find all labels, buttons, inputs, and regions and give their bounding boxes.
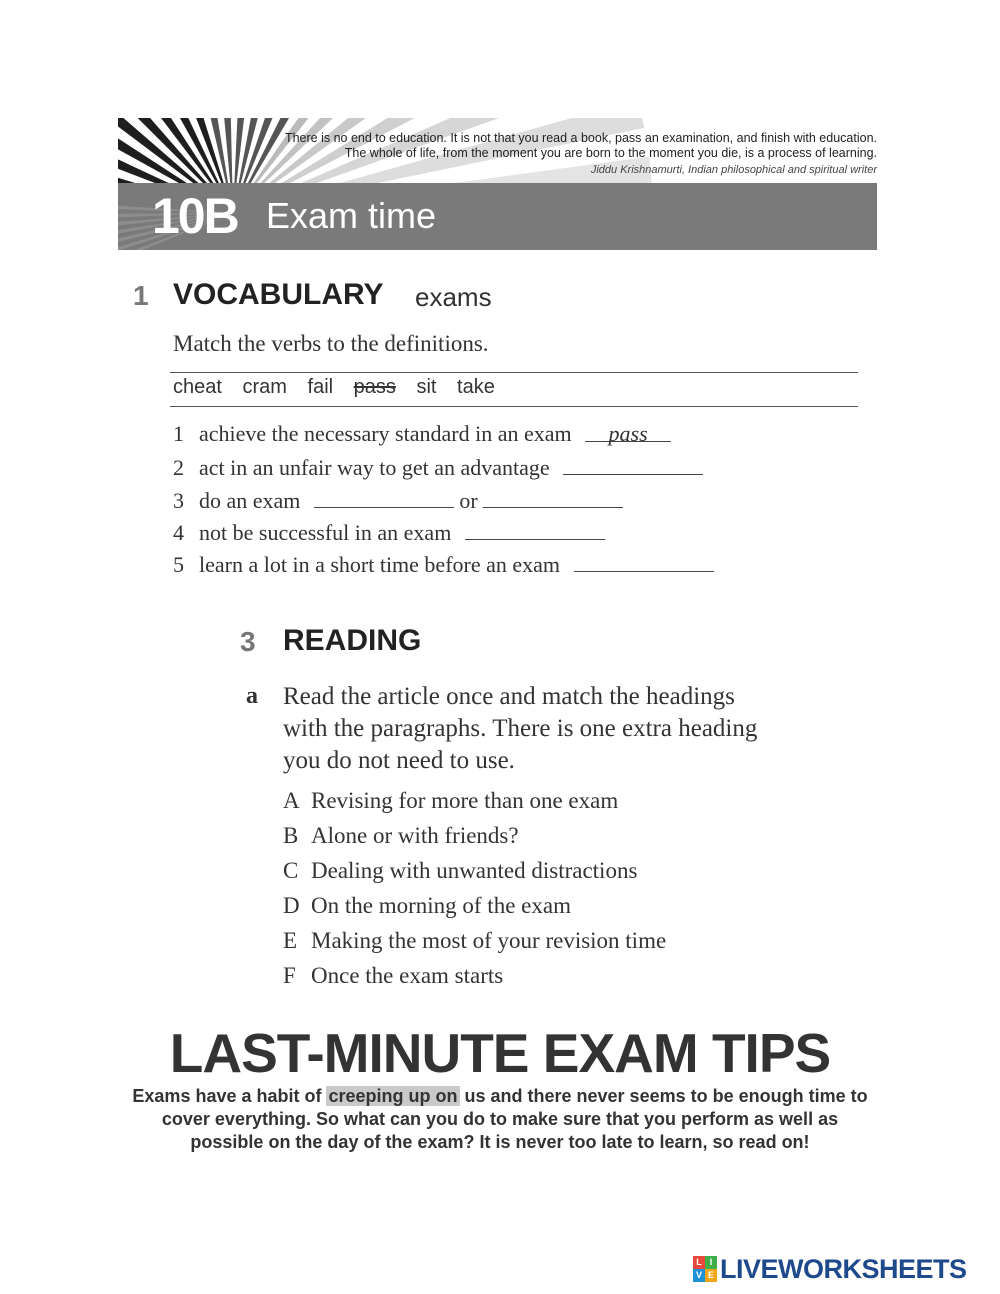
heading-text: Alone or with friends? (311, 823, 519, 848)
heading-option (283, 963, 503, 989)
word-option: fail (307, 376, 334, 398)
heading-option (283, 788, 618, 814)
item-text: do an exam (199, 488, 301, 513)
section-title: READING (283, 624, 422, 657)
quote-line: There is no end to education. It is not that you read a book, pass an examination, and finish with education. (284, 131, 877, 145)
divider (170, 406, 858, 407)
item-number: 2 (173, 455, 184, 480)
item-text: act in an unfair way to get an advantage (199, 455, 550, 480)
heading-text: Making the most of your revision time (311, 928, 667, 953)
exercise-item (173, 487, 623, 514)
section-title: VOCABULARY (173, 278, 384, 311)
heading-option (283, 823, 519, 849)
word-option: cheat (173, 376, 222, 398)
item-text: achieve the necessary standard in an exam (199, 421, 572, 446)
section-number: 1 (133, 280, 149, 311)
exercise-item (173, 421, 671, 447)
answer-blank[interactable] (314, 487, 454, 508)
highlighted-phrase[interactable]: creeping up on (328, 1086, 458, 1106)
exercise-item (173, 551, 714, 578)
heading-text: Revising for more than one exam (311, 788, 619, 813)
liveworksheets-logo[interactable] (693, 1252, 967, 1286)
word-option: cram (242, 376, 287, 398)
item-text: not be successful in an exam (199, 520, 452, 545)
quote-line: The whole of life, from the moment you are born to the moment you die, is a process of learning. (344, 146, 877, 160)
section-subtitle: exams (415, 282, 492, 312)
logo-letter: V (693, 1269, 705, 1282)
exercise-item (173, 454, 703, 481)
instruction-text: Match the verbs to the definitions. (173, 331, 489, 356)
intro-text: Exams have a habit of (132, 1086, 327, 1106)
intro-text: us and there never seems to be enough time to cover everything. So what can you do to make sure that you perform as well as possible on the day of the exam? It is never too late to learn, so read on! (161, 1086, 868, 1152)
answer-example: pass (585, 421, 671, 442)
heading-letter: C (283, 858, 299, 883)
section-number: 3 (240, 626, 256, 657)
item-number: 1 (173, 421, 184, 446)
word-option: take (457, 376, 495, 398)
unit-number: 10B (152, 188, 238, 244)
heading-letter: E (283, 928, 298, 953)
word-option-used: pass (353, 376, 396, 398)
item-number: 5 (173, 552, 184, 577)
heading-option (283, 928, 666, 954)
heading-text: Once the exam starts (311, 963, 504, 988)
article-title: LAST-MINUTE EXAM TIPS (169, 1022, 831, 1084)
word-option: sit (416, 376, 437, 398)
heading-text: Dealing with unwanted distractions (311, 858, 638, 883)
heading-option (283, 893, 571, 919)
heading-letter: B (283, 823, 299, 848)
logo-text: LIVEWORKSHEETS (720, 1253, 967, 1284)
heading-text: On the morning of the exam (311, 893, 571, 918)
item-text: learn a lot in a short time before an exam (199, 552, 561, 577)
unit-title: Exam time (266, 195, 437, 236)
exercise-item (173, 519, 605, 546)
item-number: 3 (173, 488, 184, 513)
answer-blank[interactable] (563, 454, 703, 475)
heading-option (283, 858, 637, 884)
quote-author: Jiddu Krishnamurti, Indian philosophical and spiritual writer (590, 164, 877, 176)
logo-letter: E (705, 1269, 717, 1282)
divider (170, 372, 858, 373)
logo-letter: I (705, 1256, 717, 1269)
connector-text: or (459, 488, 478, 513)
logo-mark-icon (693, 1256, 717, 1282)
article-intro (125, 1085, 875, 1154)
heading-letter: F (283, 963, 296, 988)
task-letter: a (246, 683, 258, 709)
answer-blank[interactable] (465, 519, 605, 540)
logo-letter: L (693, 1256, 705, 1269)
heading-letter: D (283, 893, 300, 918)
item-number: 4 (173, 520, 184, 545)
answer-blank[interactable] (574, 551, 714, 572)
word-box (173, 376, 510, 399)
answer-blank[interactable] (483, 487, 623, 508)
task-instruction: Read the article once and match the headings with the paragraphs. There is one extra heading you do not need to use. (283, 683, 758, 774)
heading-letter: A (283, 788, 300, 813)
